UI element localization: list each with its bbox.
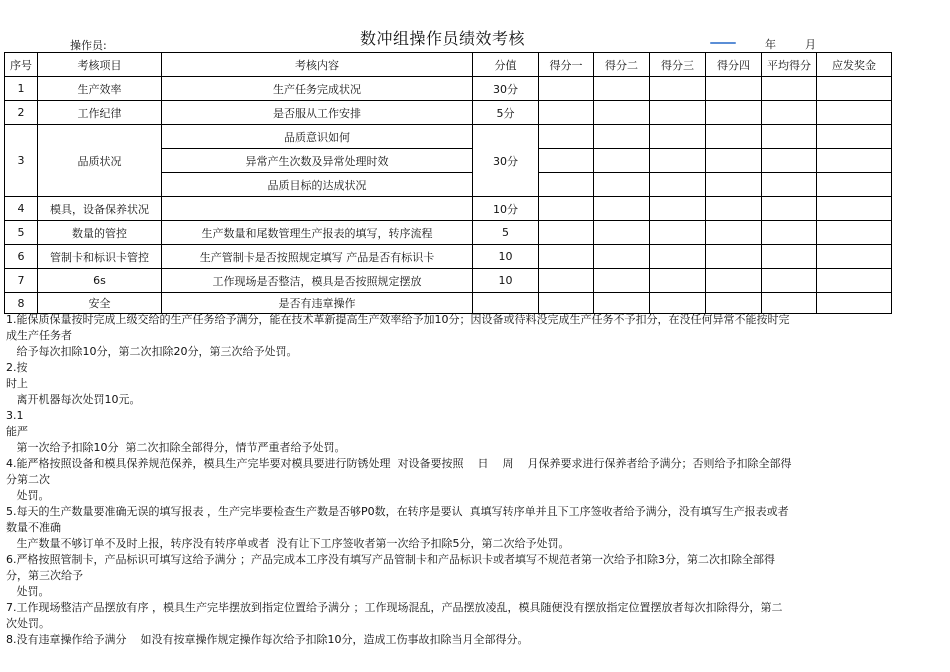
- score-cell[interactable]: [650, 245, 706, 269]
- score-cell[interactable]: [539, 245, 594, 269]
- note-line: 生产数量不够订单不及时上报，转序没有转序单或者 没有让下工序签收者第一次给予扣除5分，第二次给予处罚。: [6, 537, 570, 550]
- score-cell[interactable]: [706, 101, 762, 125]
- note-line: 分，第三次给予: [6, 569, 83, 582]
- operator-label: 操作员:: [70, 39, 107, 52]
- bonus-cell[interactable]: [817, 125, 892, 149]
- row-item: 品质状况: [38, 125, 162, 197]
- row-item: 模具，设备保养状况: [38, 197, 162, 221]
- row-number: 6: [5, 245, 38, 269]
- score-cell[interactable]: [539, 77, 594, 101]
- row-number: 2: [5, 101, 38, 125]
- note-line: 分第二次: [6, 473, 50, 486]
- month-label: 月: [805, 38, 816, 51]
- score-cell[interactable]: [706, 125, 762, 149]
- row-content: 是否有违章操作: [162, 293, 473, 314]
- evaluation-table: [4, 52, 892, 314]
- row-number: 8: [5, 293, 38, 314]
- bonus-cell[interactable]: [817, 245, 892, 269]
- score-cell[interactable]: [706, 221, 762, 245]
- score-cell[interactable]: [594, 101, 650, 125]
- score-cell[interactable]: [706, 245, 762, 269]
- score-cell[interactable]: [706, 269, 762, 293]
- average-cell[interactable]: [762, 149, 817, 173]
- score-cell[interactable]: [539, 197, 594, 221]
- bonus-cell[interactable]: [817, 173, 892, 197]
- row-content: 生产数量和尾数管理生产报表的填写，转序流程: [162, 221, 473, 245]
- table-row: [5, 125, 892, 149]
- row-score: [473, 293, 539, 314]
- column-header: 得分四: [706, 53, 762, 77]
- row-item: 工作纪律: [38, 101, 162, 125]
- score-cell[interactable]: [650, 173, 706, 197]
- score-cell[interactable]: [706, 197, 762, 221]
- note-line: 4.能严格按照设备和模具保养规范保养，模具生产完毕要对模具要进行防锈处理 对设备要按照 日 周 月保养要求进行保养者给予满分；否则给予扣除全部得: [6, 457, 792, 470]
- score-cell[interactable]: [650, 197, 706, 221]
- row-score: 5分: [473, 101, 539, 125]
- row-score: 10: [473, 245, 539, 269]
- table-row: [5, 101, 892, 125]
- row-content: 生产任务完成状况: [162, 77, 473, 101]
- bonus-cell[interactable]: [817, 149, 892, 173]
- score-cell[interactable]: [650, 221, 706, 245]
- average-cell[interactable]: [762, 245, 817, 269]
- score-cell[interactable]: [650, 269, 706, 293]
- row-content: 品质目标的达成状况: [162, 173, 473, 197]
- table-header-row: [5, 53, 892, 77]
- year-label: 年: [765, 38, 776, 51]
- score-cell[interactable]: [594, 77, 650, 101]
- score-cell[interactable]: [539, 269, 594, 293]
- row-score: 10: [473, 269, 539, 293]
- score-cell[interactable]: [650, 77, 706, 101]
- row-content: 品质意识如何: [162, 125, 473, 149]
- score-cell[interactable]: [539, 173, 594, 197]
- score-cell[interactable]: [594, 269, 650, 293]
- bonus-cell[interactable]: [817, 269, 892, 293]
- note-line: 3.1: [6, 409, 24, 422]
- row-item: 安全: [38, 293, 162, 314]
- score-cell[interactable]: [706, 173, 762, 197]
- note-line: 5.每天的生产数量要准确无误的填写报表 ，生产完毕要检查生产数是否够P0数，在转序是要认 真填写转序单并且下工序签收者给予满分，没有填写生产报表或者: [6, 505, 789, 518]
- row-item: 生产效率: [38, 77, 162, 101]
- row-score: 30分: [473, 125, 539, 197]
- row-number: 5: [5, 221, 38, 245]
- average-cell[interactable]: [762, 221, 817, 245]
- average-cell[interactable]: [762, 173, 817, 197]
- row-content: 异常产生次数及异常处理时效: [162, 149, 473, 173]
- score-cell[interactable]: [539, 101, 594, 125]
- bonus-cell[interactable]: [817, 293, 892, 314]
- score-cell[interactable]: [594, 221, 650, 245]
- score-cell[interactable]: [594, 149, 650, 173]
- average-cell[interactable]: [762, 125, 817, 149]
- column-header: 应发奖金: [817, 53, 892, 77]
- bonus-cell[interactable]: [817, 101, 892, 125]
- score-cell[interactable]: [594, 197, 650, 221]
- column-header: 分值: [473, 53, 539, 77]
- note-line: 第一次给予扣除10分 第二次扣除全部得分，情节严重者给予处罚。: [6, 441, 346, 454]
- row-score: 10分: [473, 197, 539, 221]
- page-title: 数冲组操作员绩效考核: [360, 29, 526, 48]
- score-cell[interactable]: [706, 149, 762, 173]
- table-row: [5, 77, 892, 101]
- score-cell[interactable]: [594, 245, 650, 269]
- column-header: 序号: [5, 53, 38, 77]
- average-cell[interactable]: [762, 197, 817, 221]
- column-header: 平均得分: [762, 53, 817, 77]
- table-row: [5, 221, 892, 245]
- bonus-cell[interactable]: [817, 221, 892, 245]
- bonus-cell[interactable]: [817, 77, 892, 101]
- row-content: 工作现场是否整洁，模具是否按照规定摆放: [162, 269, 473, 293]
- note-line: 能严: [6, 425, 28, 438]
- score-cell[interactable]: [539, 149, 594, 173]
- note-line: 离开机器每次处罚10元。: [6, 393, 141, 406]
- date-underline-mark: [710, 42, 736, 44]
- table-row: [5, 269, 892, 293]
- row-number: 3: [5, 125, 38, 197]
- row-item: 数量的管控: [38, 221, 162, 245]
- note-line: 处罚。: [6, 489, 50, 502]
- note-line: 8.没有违章操作给予满分 如没有按章操作规定操作每次给予扣除10分，造成工伤事故扣除当月全部得分。: [6, 633, 529, 646]
- score-cell[interactable]: [594, 293, 650, 314]
- score-cell[interactable]: [650, 125, 706, 149]
- note-line: 1.能保质保量按时完成上级交给的生产任务给予满分，能在技术革新提高生产效率给予加10分；因设备或待料没完成生产任务不予扣分，在没任何异常不能按时完: [6, 313, 790, 326]
- score-cell[interactable]: [539, 125, 594, 149]
- column-header: 考核内容: [162, 53, 473, 77]
- row-item: 6s: [38, 269, 162, 293]
- average-cell[interactable]: [762, 101, 817, 125]
- row-item: 管制卡和标识卡管控: [38, 245, 162, 269]
- row-score: 5: [473, 221, 539, 245]
- row-content: [162, 197, 473, 221]
- note-line: 成生产任务者: [6, 329, 72, 342]
- column-header: 得分三: [650, 53, 706, 77]
- row-content: 是否服从工作安排: [162, 101, 473, 125]
- row-number: 7: [5, 269, 38, 293]
- note-line: 6.严格按照管制卡，产品标识可填写这给予满分 ；产品完成本工序没有填写产品管制卡和产品标识卡或者填写不规范者第一次给予扣除3分，第二次扣除全部得: [6, 553, 775, 566]
- score-cell[interactable]: [650, 149, 706, 173]
- note-line: 时上: [6, 377, 28, 390]
- score-cell[interactable]: [539, 293, 594, 314]
- note-line: 数量不准确: [6, 521, 61, 534]
- row-number: 4: [5, 197, 38, 221]
- note-line: 7.工作现场整洁产品摆放有序 ，模具生产完毕摆放到指定位置给予满分 ；工作现场混乱，产品摆放凌乱，模具随便没有摆放指定位置摆放者每次扣除得分，第二: [6, 601, 783, 614]
- note-line: 次处罚。: [6, 617, 50, 630]
- column-header: 考核项目: [38, 53, 162, 77]
- average-cell[interactable]: [762, 269, 817, 293]
- score-cell[interactable]: [650, 293, 706, 314]
- note-line: 2.按: [6, 361, 28, 374]
- row-number: 1: [5, 77, 38, 101]
- column-header: 得分二: [594, 53, 650, 77]
- row-score: 30分: [473, 77, 539, 101]
- score-cell[interactable]: [706, 77, 762, 101]
- table-row: [5, 197, 892, 221]
- column-header: 得分一: [539, 53, 594, 77]
- average-cell[interactable]: [762, 293, 817, 314]
- score-cell[interactable]: [706, 293, 762, 314]
- score-cell[interactable]: [594, 173, 650, 197]
- score-cell[interactable]: [539, 221, 594, 245]
- note-line: 处罚。: [6, 585, 50, 598]
- row-content: 生产管制卡是否按照规定填写 产品是否有标识卡: [162, 245, 473, 269]
- scoring-notes: [6, 312, 906, 648]
- bonus-cell[interactable]: [817, 197, 892, 221]
- table-row: [5, 293, 892, 314]
- score-cell[interactable]: [594, 125, 650, 149]
- note-line: 给予每次扣除10分，第二次扣除20分，第三次给予处罚。: [6, 345, 298, 358]
- average-cell[interactable]: [762, 77, 817, 101]
- table-row: [5, 245, 892, 269]
- score-cell[interactable]: [650, 101, 706, 125]
